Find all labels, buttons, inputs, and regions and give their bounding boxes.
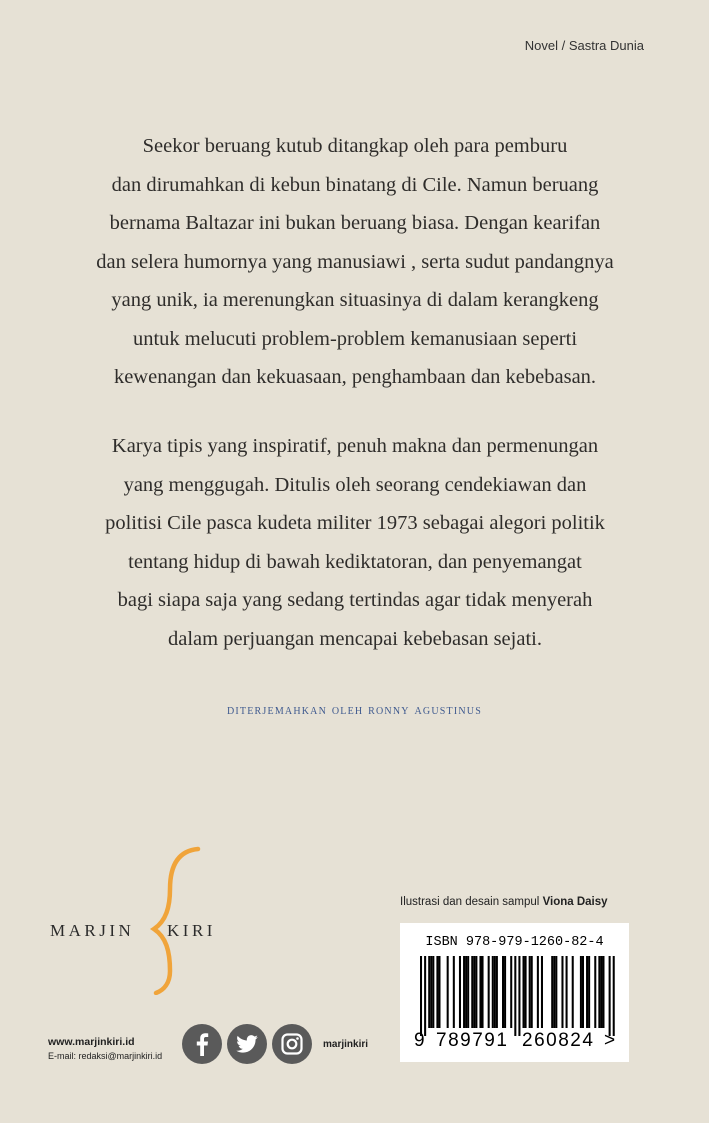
barcode-bar [529, 956, 531, 1028]
barcode-bar [471, 956, 473, 1028]
barcode-bar [510, 956, 512, 1028]
barcode-bar [600, 956, 602, 1028]
barcode-bar [463, 956, 465, 1028]
blurb-line: Karya tipis yang inspiratif, penuh makna dan permenungan [111, 435, 599, 457]
barcode-bars [400, 923, 629, 1062]
barcode-bar [479, 956, 481, 1028]
barcode-bar [566, 956, 568, 1028]
category-label: Novel / Sastra Dunia [524, 38, 644, 53]
barcode-bar [588, 956, 590, 1028]
barcode-bar [492, 956, 494, 1028]
blurb-line: Seekor beruang kutub ditangkap oleh para pemburu [142, 135, 568, 157]
barcode-digit-group-2: 260824 [522, 1030, 595, 1051]
barcode-bar [473, 956, 475, 1028]
blurb-line: dan dirumahkan di kebun binatang di Cile. Namun beruang [111, 173, 599, 196]
publisher-logo [48, 845, 223, 995]
barcode-bar [551, 956, 553, 1028]
barcode-bar [465, 956, 467, 1028]
barcode-bar [430, 956, 432, 1028]
isbn-number: ISBN 978-979-1260-82-4 [425, 935, 604, 950]
email-link[interactable]: E-mail: redaksi@marjinkiri.id [48, 1051, 163, 1061]
blurb-line: tentang hidup di bawah kediktatoran, dan penyemangat [128, 550, 582, 573]
barcode-bar [494, 956, 496, 1028]
barcode-bar [453, 956, 455, 1028]
blurb-line: yang unik, ia merenungkan situasinya di dalam kerangkeng [111, 289, 599, 311]
barcode-bar [555, 956, 557, 1028]
blurb-line: bernama Baltazar ini bukan beruang biasa. Dengan kearifan [109, 212, 601, 234]
barcode-bar [525, 956, 527, 1028]
blurb-line: dan selera humornya yang manusiawi , serta sudut pandangnya [96, 250, 614, 273]
credit-prefix: Ilustrasi dan desain sampul [400, 896, 540, 908]
barcode-bar [572, 956, 574, 1028]
logo-left-word: MARJIN [50, 921, 135, 940]
barcode-bar [482, 956, 484, 1028]
publisher-contact [48, 1035, 162, 1063]
blurb-line: kewenangan dan kekuasaan, penghambaan dan kebebasan. [113, 366, 597, 388]
instagram-icon[interactable] [272, 1024, 312, 1064]
barcode-bar [428, 956, 430, 1028]
barcode-bar [459, 956, 461, 1028]
barcode-bar [502, 956, 504, 1028]
social-handle: marjinkiri [323, 1038, 369, 1050]
barcode-digit-first: 9 [414, 1030, 425, 1051]
social-links [182, 1024, 368, 1064]
facebook-icon[interactable] [182, 1024, 222, 1064]
website-link[interactable]: www.marjinkiri.id [48, 1036, 135, 1048]
barcode-guard-bar [420, 956, 422, 1036]
barcode-guard-bar [424, 956, 426, 1036]
barcode-bar [586, 956, 588, 1028]
barcode-bar [561, 956, 563, 1028]
cover-design-credit [400, 896, 608, 908]
barcode-bar [496, 956, 498, 1028]
barcode-bar [504, 956, 506, 1028]
barcode-bar [467, 956, 469, 1028]
barcode-bar [537, 956, 539, 1028]
barcode-bar [438, 956, 440, 1028]
barcode-bar [523, 956, 525, 1028]
barcode-guard-bar [609, 956, 611, 1036]
blurb-line: politisi Cile pasca kudeta militer 1973 sebagai alegori politik [105, 512, 605, 534]
barcode-quiet-mark: > [604, 1030, 616, 1051]
barcode-digit-group-1: 789791 [436, 1030, 509, 1051]
barcode-guard-bar [518, 956, 520, 1036]
barcode-bar [594, 956, 596, 1028]
barcode-bar [436, 956, 438, 1028]
blurb-paragraph-2 [40, 427, 670, 658]
barcode-bar [598, 956, 600, 1028]
blurb-line: untuk melucuti problem-problem kemanusiaan seperti [132, 327, 578, 350]
isbn-barcode [400, 923, 629, 1062]
barcode-bar [553, 956, 555, 1028]
barcode-bar [580, 956, 582, 1028]
twitter-icon[interactable] [227, 1024, 267, 1064]
blurb-line: dalam perjuangan mencapai kebebasan sejati. [168, 627, 542, 650]
barcode-guard-bar [613, 956, 615, 1036]
barcode-bar [488, 956, 490, 1028]
barcode-bar [475, 956, 477, 1028]
translator-credit: diterjemahkan oleh ronny agustinus [226, 702, 482, 718]
barcode-bar [541, 956, 543, 1028]
logo-wordmark [50, 921, 216, 941]
designer-name: Viona Daisy [542, 896, 608, 908]
barcode-bar [531, 956, 533, 1028]
curly-brace-icon [48, 845, 223, 995]
barcode-bar [447, 956, 449, 1028]
barcode-guard-bar [514, 956, 516, 1036]
logo-right-word: KIRI [167, 921, 216, 940]
barcode-bar [582, 956, 584, 1028]
blurb-line: bagi siapa saja yang sedang tertindas agar tidak menyerah [117, 589, 593, 611]
blurb-line: yang menggugah. Ditulis oleh seorang cendekiawan dan [123, 473, 587, 496]
barcode-bar [432, 956, 434, 1028]
blurb-paragraph-1 [40, 127, 670, 397]
barcode-bar [602, 956, 604, 1028]
